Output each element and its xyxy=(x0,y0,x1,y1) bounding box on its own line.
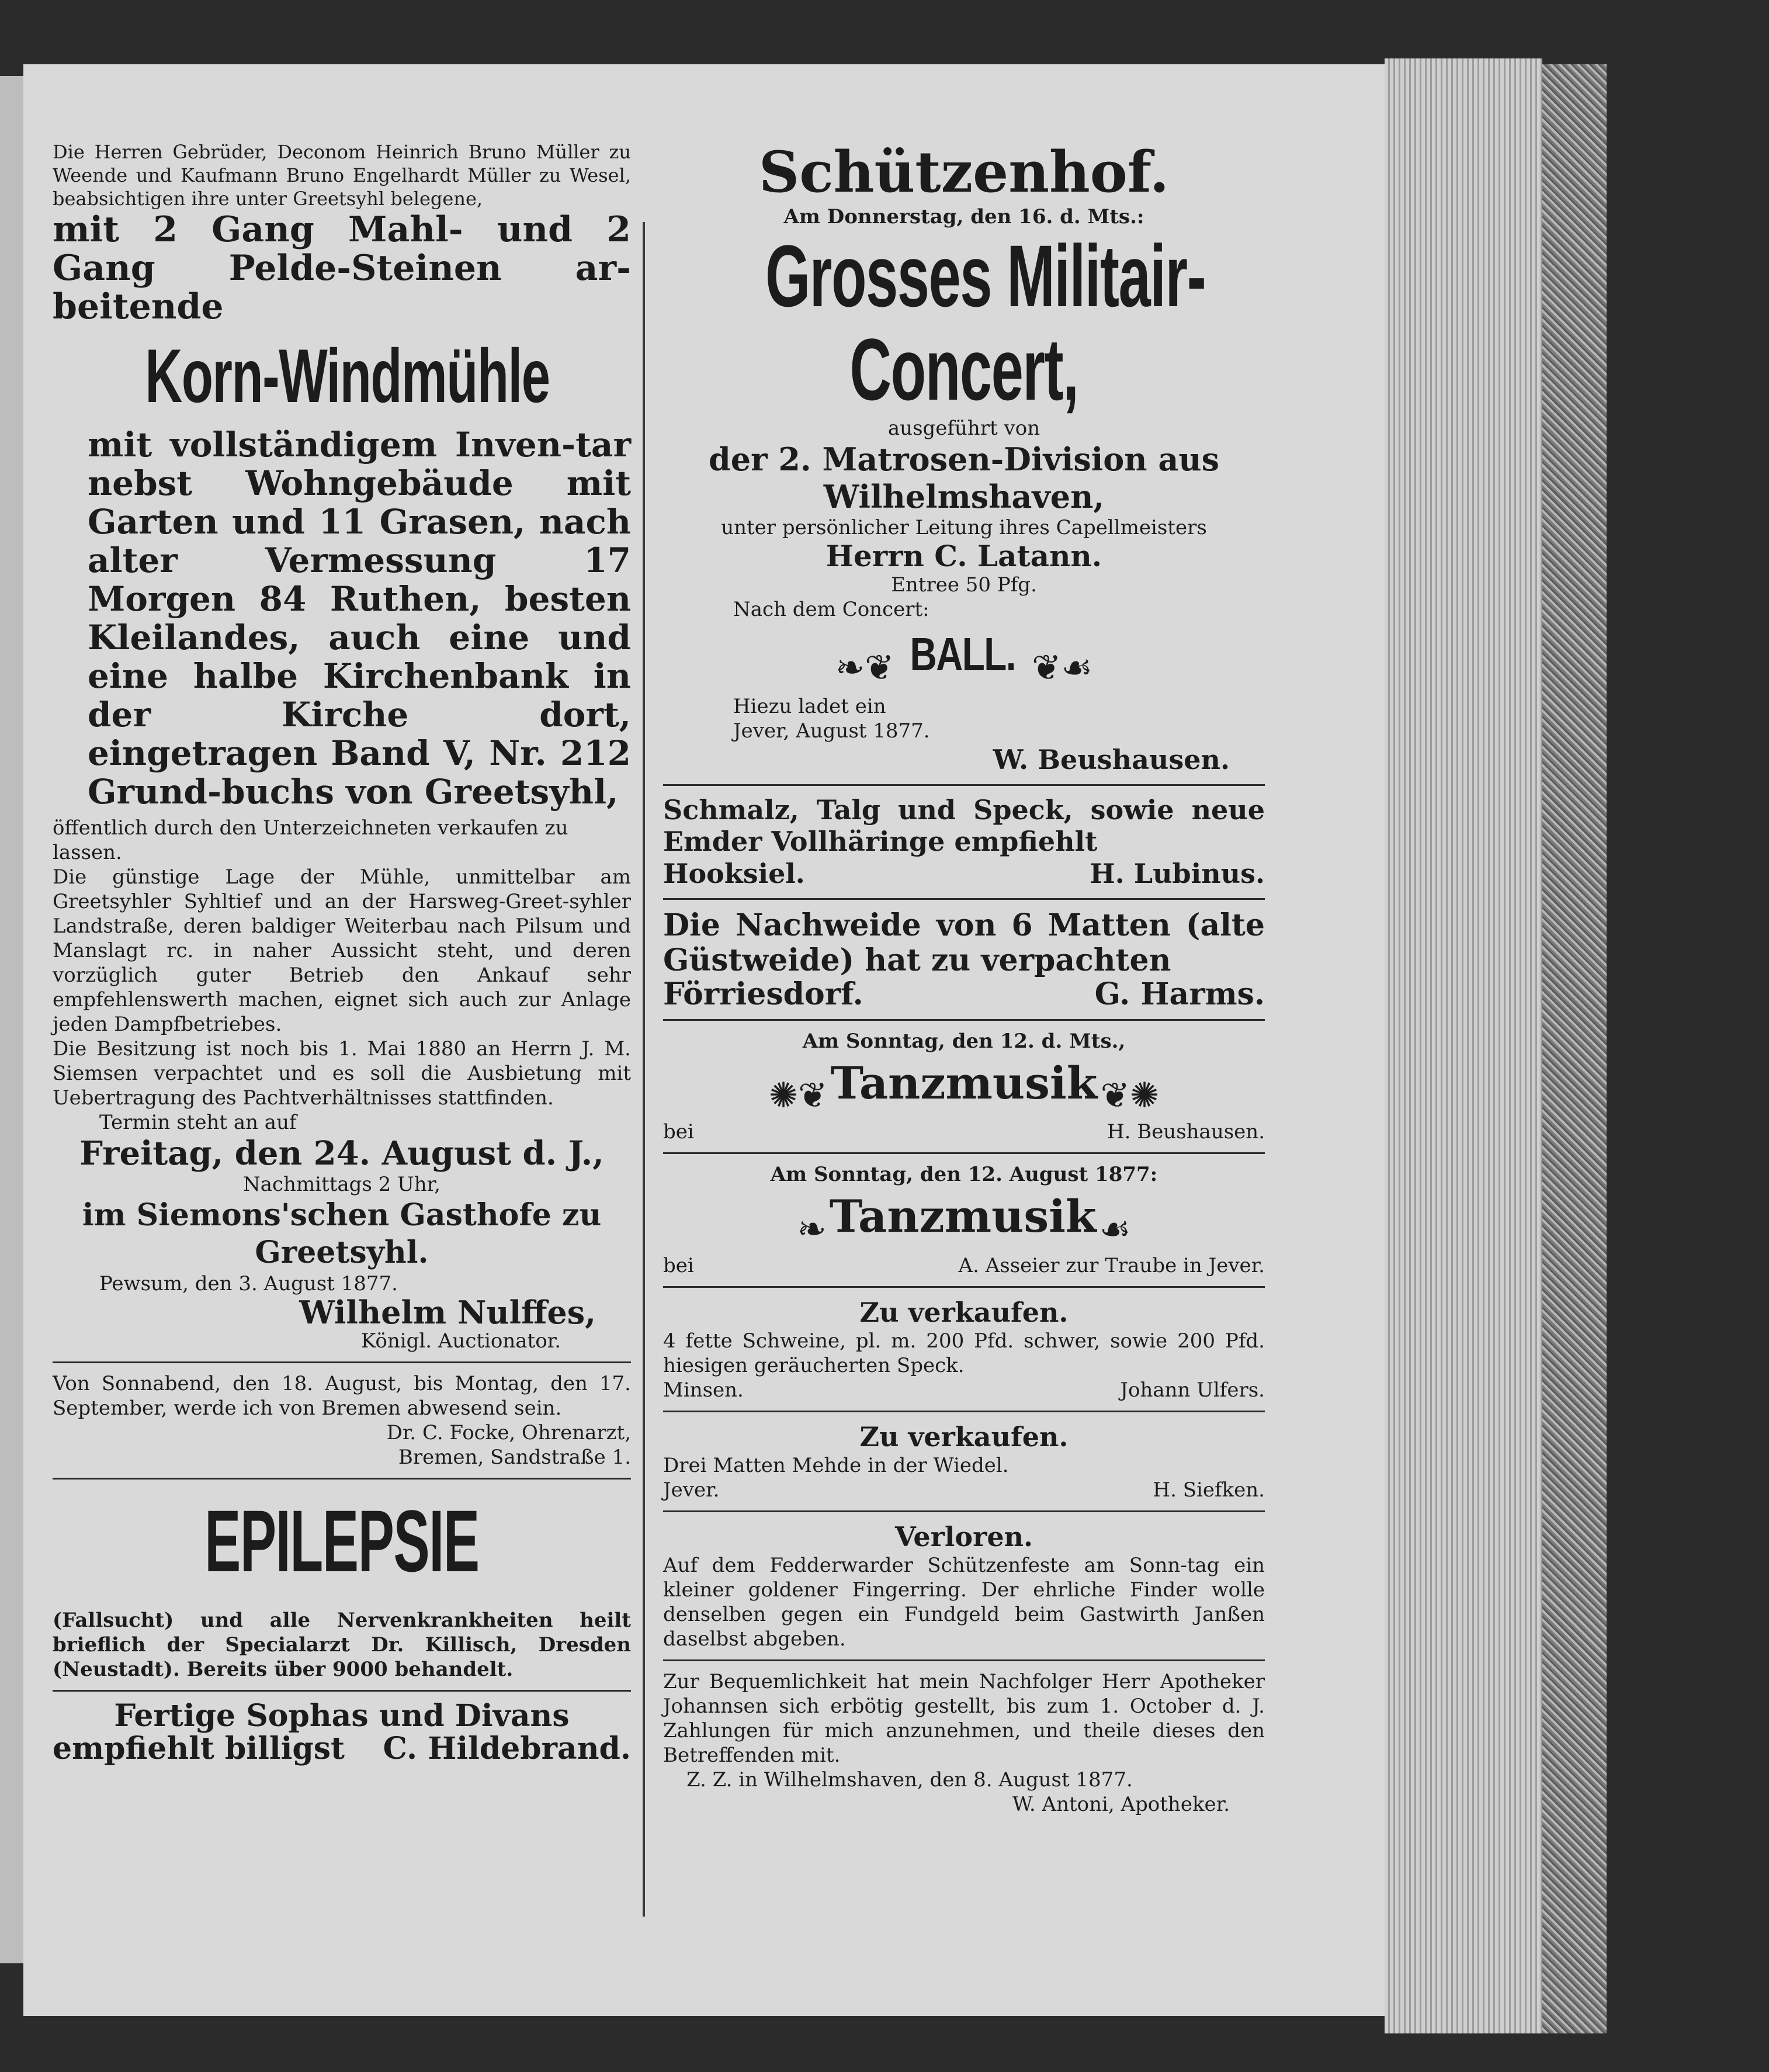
tanz1-title: Tanzmusik xyxy=(830,1056,1098,1109)
windmill-intro: Die Herren Gebrüder, Deconom Heinrich Bruno Müller zu Weende und Kaufmann Bruno Engelhardt Müller zu Wesel, beabsichtigen ihre unter Greetsyhl belegene, xyxy=(53,141,631,210)
left-column xyxy=(53,140,631,1765)
termin-place: im Siemons'schen Gasthofe zu Greetsyhl. xyxy=(82,1197,602,1270)
tanz2-signature: A. Asseier zur Traube in Jever. xyxy=(958,1253,1265,1277)
nachweide-place: Förriesdorf. xyxy=(663,976,863,1012)
focke-signature: Dr. C. Focke, Ohrenarzt, xyxy=(386,1421,631,1444)
concert-leader: Herrn C. Latann. xyxy=(825,539,1102,573)
epilepsie-text: (Fallsucht) und alle Nervenkrankheiten heilt brieflich der Specialarzt Dr. Killisch, Dresden (Neustadt). Bereits über 9000 behandelt. xyxy=(53,1609,631,1681)
column-divider xyxy=(643,222,645,1917)
schmalz-text: Schmalz, Talg und Speck, sowie neue Emder Vollhäringe empfiehlt xyxy=(663,794,1265,857)
verkaufen1-text: 4 fette Schweine, pl. m. 200 Pfd. schwer, sowie 200 Pfd. hiesigen geräucherten Speck. xyxy=(663,1329,1265,1377)
windmill-desc-1: mit 2 Gang Mahl- und 2 Gang Pelde-Steinen ar-beitende xyxy=(53,209,631,327)
epilepsie-title: EPILEPSIE xyxy=(204,1492,479,1590)
termin-label: Termin steht an auf xyxy=(99,1111,297,1134)
newspaper-page xyxy=(23,64,1385,2016)
rule xyxy=(663,1510,1265,1512)
schmalz-place: Hooksiel. xyxy=(663,857,805,889)
verloren-text: Auf dem Fedderwarder Schützenfeste am Sonn-tag ein kleiner goldener Fingerring. Der ehrliche Finder wolle denselben gegen ein Fundgeld beim Gastwirth Janßen daselbst abgeben. xyxy=(663,1553,1265,1651)
verkaufen1-heading: Zu verkaufen. xyxy=(859,1296,1069,1328)
rule xyxy=(53,1478,631,1479)
verloren-heading: Verloren. xyxy=(894,1520,1033,1553)
windmill-title: Korn-Windmühle xyxy=(145,333,550,418)
verkaufen2-signature: H. Siefken. xyxy=(1153,1478,1265,1502)
tanz1-when: Am Sonntag, den 12. d. Mts., xyxy=(802,1029,1126,1053)
apotheke-notice: Zur Bequemlichkeit hat mein Nachfolger Herr Apotheker Johannsen sich erbötig gestellt, bis zum 1. October d. J. Zahlungen für mich anzunehmen, und theile dieses den Betreffenden mit. xyxy=(663,1669,1265,1767)
apotheke-signature: W. Antoni, Apotheker. xyxy=(1012,1792,1230,1816)
windmill-p1: öffentlich durch den Unterzeichneten verkaufen zu lassen. xyxy=(53,816,568,864)
rule xyxy=(663,1152,1265,1154)
termin-date: Freitag, den 24. August d. J., xyxy=(79,1134,604,1173)
concert-entry: Entree 50 Pfg. xyxy=(891,573,1037,597)
left-page-edge xyxy=(0,76,26,1963)
verkaufen2-heading: Zu verkaufen. xyxy=(859,1420,1069,1453)
concert-when: Am Donnerstag, den 16. d. Mts.: xyxy=(783,205,1144,228)
verkaufen1-signature: Johann Ulfers. xyxy=(1120,1378,1265,1402)
right-column xyxy=(663,140,1265,1817)
verkaufen2-text: Drei Matten Mehde in der Wiedel. xyxy=(663,1453,1009,1477)
focke-address: Bremen, Sandstraße 1. xyxy=(398,1446,631,1469)
windmill-p2: Die günstige Lage der Mühle, unmittelbar am Greetsyhler Syhltief und an der Harsweg-Greet-syhler Landstraße, deren baldiger Weiterbau nach Pilsum und Manslagt rc. in naher Aussicht steht, und deren vorzüglich guter Betrieb den Ankauf sehr empfehlenswerth machen, eignet sich auch zur Anlage jeden Dampfbetriebes. xyxy=(53,865,631,1036)
book-cover-edge xyxy=(1542,64,1607,2033)
ball-invite-signature: W. Beushausen. xyxy=(993,743,1230,775)
nachweide-signature: G. Harms. xyxy=(1094,976,1265,1012)
sophas-line-1: Fertige Sophas und Divans xyxy=(114,1698,570,1734)
rule xyxy=(663,1019,1265,1021)
focke-notice: Von Sonnabend, den 18. August, bis Montag, den 17. September, werde ich von Bremen abwesend sein. xyxy=(53,1372,631,1420)
rule xyxy=(663,898,1265,900)
ornament-right-icon: ❦✺ xyxy=(1100,1075,1160,1116)
tanz1-bei: bei xyxy=(663,1120,694,1144)
ornament-right-icon: ☙ xyxy=(1099,1208,1131,1250)
rule xyxy=(663,1659,1265,1661)
book-fore-edge xyxy=(1385,58,1542,2033)
rule xyxy=(53,1690,631,1692)
concert-by: ausgeführt von xyxy=(887,417,1040,440)
rule xyxy=(53,1361,631,1363)
tanz2-title: Tanzmusik xyxy=(829,1190,1097,1242)
windmill-desc-2: mit vollständigem Inven-tar nebst Wohngebäude mit Garten und 11 Grasen, nach alter Vermessung 17 Morgen 84 Ruthen, besten Kleilandes, auch eine und eine halbe Kirchenbank in der Kirche dort, eingetragen Band V, Nr. 212 Grund-buchs von Greetsyhl, xyxy=(88,425,631,812)
concert-title-1: Grosses Militair- xyxy=(765,227,1206,325)
concert-venue: Schützenhof. xyxy=(758,139,1170,205)
sophas-signature: C. Hildebrand. xyxy=(383,1731,631,1766)
windmill-signature-role: Königl. Auctionator. xyxy=(360,1329,561,1353)
ornament-left-icon: ❧ xyxy=(797,1208,827,1250)
rule xyxy=(663,1411,1265,1412)
ball-invite: Hiezu ladet ein xyxy=(733,694,886,718)
sophas-line-2: empfiehlt billigst xyxy=(53,1731,345,1766)
rule xyxy=(663,1286,1265,1288)
rule xyxy=(663,784,1265,786)
ornament-left-icon: ✺❦ xyxy=(768,1075,828,1116)
windmill-p3: Die Besitzung ist noch bis 1. Mai 1880 an Herrn J. M. Siemsen verpachtet und es soll die Ausbietung mit Uebertragung des Pachtverhältnisses stattfinden. xyxy=(53,1037,631,1110)
tanz1-signature: H. Beushausen. xyxy=(1107,1120,1265,1144)
ball-title: BALL. xyxy=(910,628,1016,680)
ball-invite-place: Jever, August 1877. xyxy=(733,719,930,743)
concert-title-2: Concert, xyxy=(849,320,1078,418)
windmill-signature: Wilhelm Nulffes, xyxy=(299,1294,596,1331)
concert-after: Nach dem Concert: xyxy=(733,598,929,621)
tanz2-bei: bei xyxy=(663,1253,694,1277)
termin-time: Nachmittags 2 Uhr, xyxy=(242,1173,440,1196)
verkaufen2-place: Jever. xyxy=(663,1478,720,1502)
ornament-left-icon: ❧❦ xyxy=(835,647,894,688)
nachweide-text: Die Nachweide von 6 Matten (alte Güstweide) hat zu verpachten xyxy=(663,907,1265,978)
windmill-dateline: Pewsum, den 3. August 1877. xyxy=(99,1272,398,1295)
concert-lead: unter persönlicher Leitung ihres Capellmeisters xyxy=(721,516,1207,539)
tanz2-when: Am Sonntag, den 12. August 1877: xyxy=(770,1163,1158,1186)
ornament-right-icon: ❦☙ xyxy=(1032,647,1093,688)
apotheke-place: Z. Z. in Wilhelmshaven, den 8. August 1877. xyxy=(686,1768,1133,1792)
verkaufen1-place: Minsen. xyxy=(663,1378,744,1402)
schmalz-signature: H. Lubinus. xyxy=(1090,857,1265,889)
concert-division: der 2. Matrosen-Division aus Wilhelmshaven, xyxy=(708,441,1220,515)
